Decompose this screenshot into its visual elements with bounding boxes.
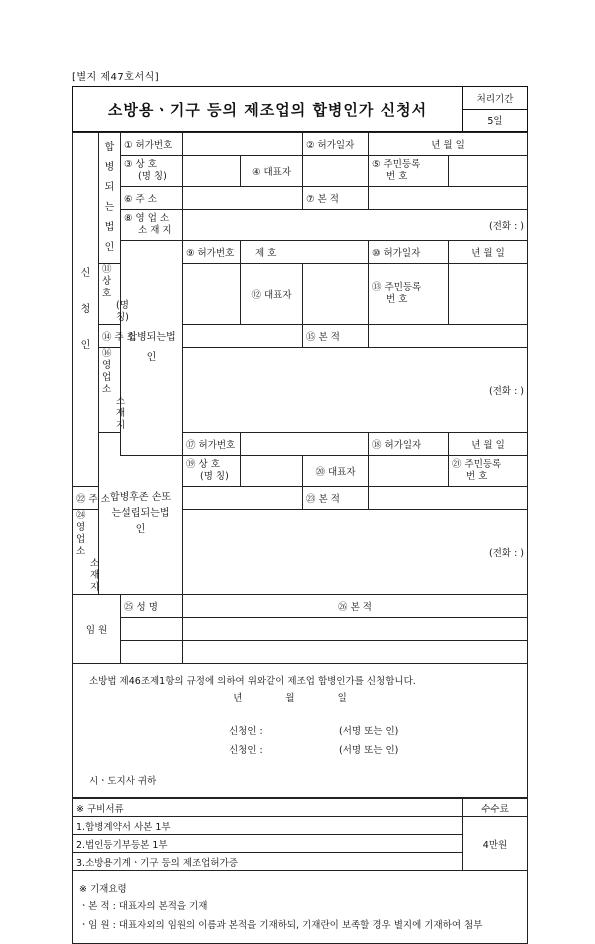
trade-name-label-2: ⑪ 상 호 (명 칭) xyxy=(99,264,121,325)
representative-field-1[interactable] xyxy=(303,156,369,187)
processing-label: 처리기간 xyxy=(463,87,528,110)
permit-no-field-2[interactable]: 제 호 xyxy=(241,241,369,264)
permit-no-label-3: ⑰ 허가번호 xyxy=(183,433,241,456)
domicile-field-1[interactable] xyxy=(369,187,528,210)
declaration-block xyxy=(73,664,528,798)
permit-date-field-3[interactable]: 년 월 일 xyxy=(449,433,528,456)
permit-date-label-1: ② 허가일자 xyxy=(303,133,369,156)
permit-date-label-3: ⑱ 허가일자 xyxy=(369,433,449,456)
merging-corp-label: 합병되는법인 xyxy=(99,133,121,264)
domicile-label-1: ⑦ 본 적 xyxy=(303,187,369,210)
recipient: 시ㆍ도지사 귀하 xyxy=(89,776,157,787)
office-field-3[interactable]: (전화 : ) xyxy=(183,510,528,595)
applicant-signature-2[interactable]: 신청인 : (서명 또는 인) xyxy=(229,745,399,756)
representative-label-3: ⑳ 대표자 xyxy=(303,456,369,487)
title-table xyxy=(72,86,528,132)
fee-value: 4만원 xyxy=(463,817,528,871)
resident-no-field-1[interactable] xyxy=(449,156,528,187)
form-number: [별지 제47호서식] xyxy=(72,72,160,83)
permit-date-field-2[interactable]: 년 월 일 xyxy=(449,241,528,264)
address-label-2: ⑭ 주 소 xyxy=(99,325,121,348)
document-item-2: 2.법인등기부등본 1부 xyxy=(73,835,463,853)
address-label-3: ㉒ 주 소 xyxy=(73,487,99,510)
permit-no-field-3[interactable] xyxy=(241,433,369,456)
office-label-2: ⑯ 영 업 소 소 재 지 xyxy=(99,348,121,433)
declaration-text: 소방법 제46조제1항의 규정에 의하여 위와같이 제조업 합병인가를 신청합니다. xyxy=(89,676,416,687)
office-field-2[interactable]: (전화 : ) xyxy=(183,348,528,433)
trade-name-field-3[interactable] xyxy=(241,456,303,487)
resident-no-label-2: ⑬ 주민등록 번 호 xyxy=(369,264,449,325)
officer-name-field-1[interactable] xyxy=(121,618,183,641)
notes-item-1: ㆍ본 적 : 대표자의 본적을 기재 xyxy=(79,900,208,912)
applicant-signature-1[interactable]: 신청인 : (서명 또는 인) xyxy=(229,726,399,737)
domicile-label-2: ⑮ 본 적 xyxy=(303,325,369,348)
documents-table xyxy=(72,798,528,944)
trade-name-field-1[interactable] xyxy=(183,156,241,187)
resident-no-label-1: ⑤ 주민등록 번 호 xyxy=(369,156,449,187)
notes-header: ※ 기재요령 xyxy=(79,883,127,895)
notes-block xyxy=(73,871,528,944)
permit-date-label-2: ⑩ 허가일자 xyxy=(369,241,449,264)
resident-no-label-3: ㉑ 주민등록 번 호 xyxy=(449,456,528,487)
permit-no-label-2: ⑨ 허가번호 xyxy=(183,241,241,264)
domicile-field-2[interactable] xyxy=(369,325,528,348)
address-field-1[interactable] xyxy=(183,187,303,210)
address-field-3[interactable] xyxy=(183,487,303,510)
address-label-1: ⑥ 주 소 xyxy=(121,187,183,210)
document-item-1: 1.합병계약서 사본 1부 xyxy=(73,817,463,835)
officer-domicile-field-1[interactable] xyxy=(183,618,528,641)
representative-label-2: ⑫ 대표자 xyxy=(241,264,303,325)
officer-domicile-label: ㉖ 본 적 xyxy=(183,595,528,618)
officer-name-field-2[interactable] xyxy=(121,641,183,664)
permit-no-field-1[interactable] xyxy=(183,133,303,156)
form-title: 소방용ㆍ기구 등의 제조업의 합병인가 신청서 xyxy=(73,87,463,132)
merged-corp-label: 합병되는법인 xyxy=(121,241,183,456)
trade-name-label-3: ⑲ 상 호 (명 칭) xyxy=(183,456,241,487)
fee-label: 수수료 xyxy=(463,799,528,817)
resident-no-field-2[interactable] xyxy=(449,264,528,325)
domicile-field-3[interactable] xyxy=(369,487,528,510)
representative-label-1: ④ 대표자 xyxy=(241,156,303,187)
office-label-1: ⑧ 영 업 소 소 재 지 xyxy=(121,210,183,241)
document-item-3: 3.소방용기계ㆍ기구 등의 제조업허가증 xyxy=(73,853,463,871)
representative-field-3[interactable] xyxy=(369,456,449,487)
documents-header: ※ 구비서류 xyxy=(73,799,463,817)
officer-domicile-field-2[interactable] xyxy=(183,641,528,664)
representative-field-2[interactable] xyxy=(303,264,369,325)
permit-date-field-1[interactable]: 년 월 일 xyxy=(369,133,528,156)
notes-item-2: ㆍ임 원 : 대표자외의 임원의 이름과 본적을 기재하되, 기재란이 보족할 경우 별지에 기재하여 첨부 xyxy=(79,919,483,931)
applicant-label: 신 청 인 xyxy=(73,133,99,487)
application-form xyxy=(72,86,527,944)
address-field-2[interactable] xyxy=(183,325,303,348)
office-label-3: ㉔ 영 업 소 소 재 지 xyxy=(73,510,99,595)
after-corp-label: 합병후존 손또는설립되는법인 xyxy=(99,433,183,595)
processing-value: 5일 xyxy=(463,109,528,132)
officers-label: 임 원 xyxy=(73,595,121,664)
domicile-label-3: ㉓ 본 적 xyxy=(303,487,369,510)
trade-name-label-1: ③ 상 호 (명 칭) xyxy=(121,156,183,187)
trade-name-field-2[interactable] xyxy=(183,264,241,325)
applicant-table xyxy=(72,132,528,798)
office-field-1[interactable]: (전화 : ) xyxy=(183,210,528,241)
permit-no-label-1: ① 허가번호 xyxy=(121,133,183,156)
declaration-date: 년 월 일 xyxy=(233,693,367,704)
officer-name-label: ㉕ 성 명 xyxy=(121,595,183,618)
